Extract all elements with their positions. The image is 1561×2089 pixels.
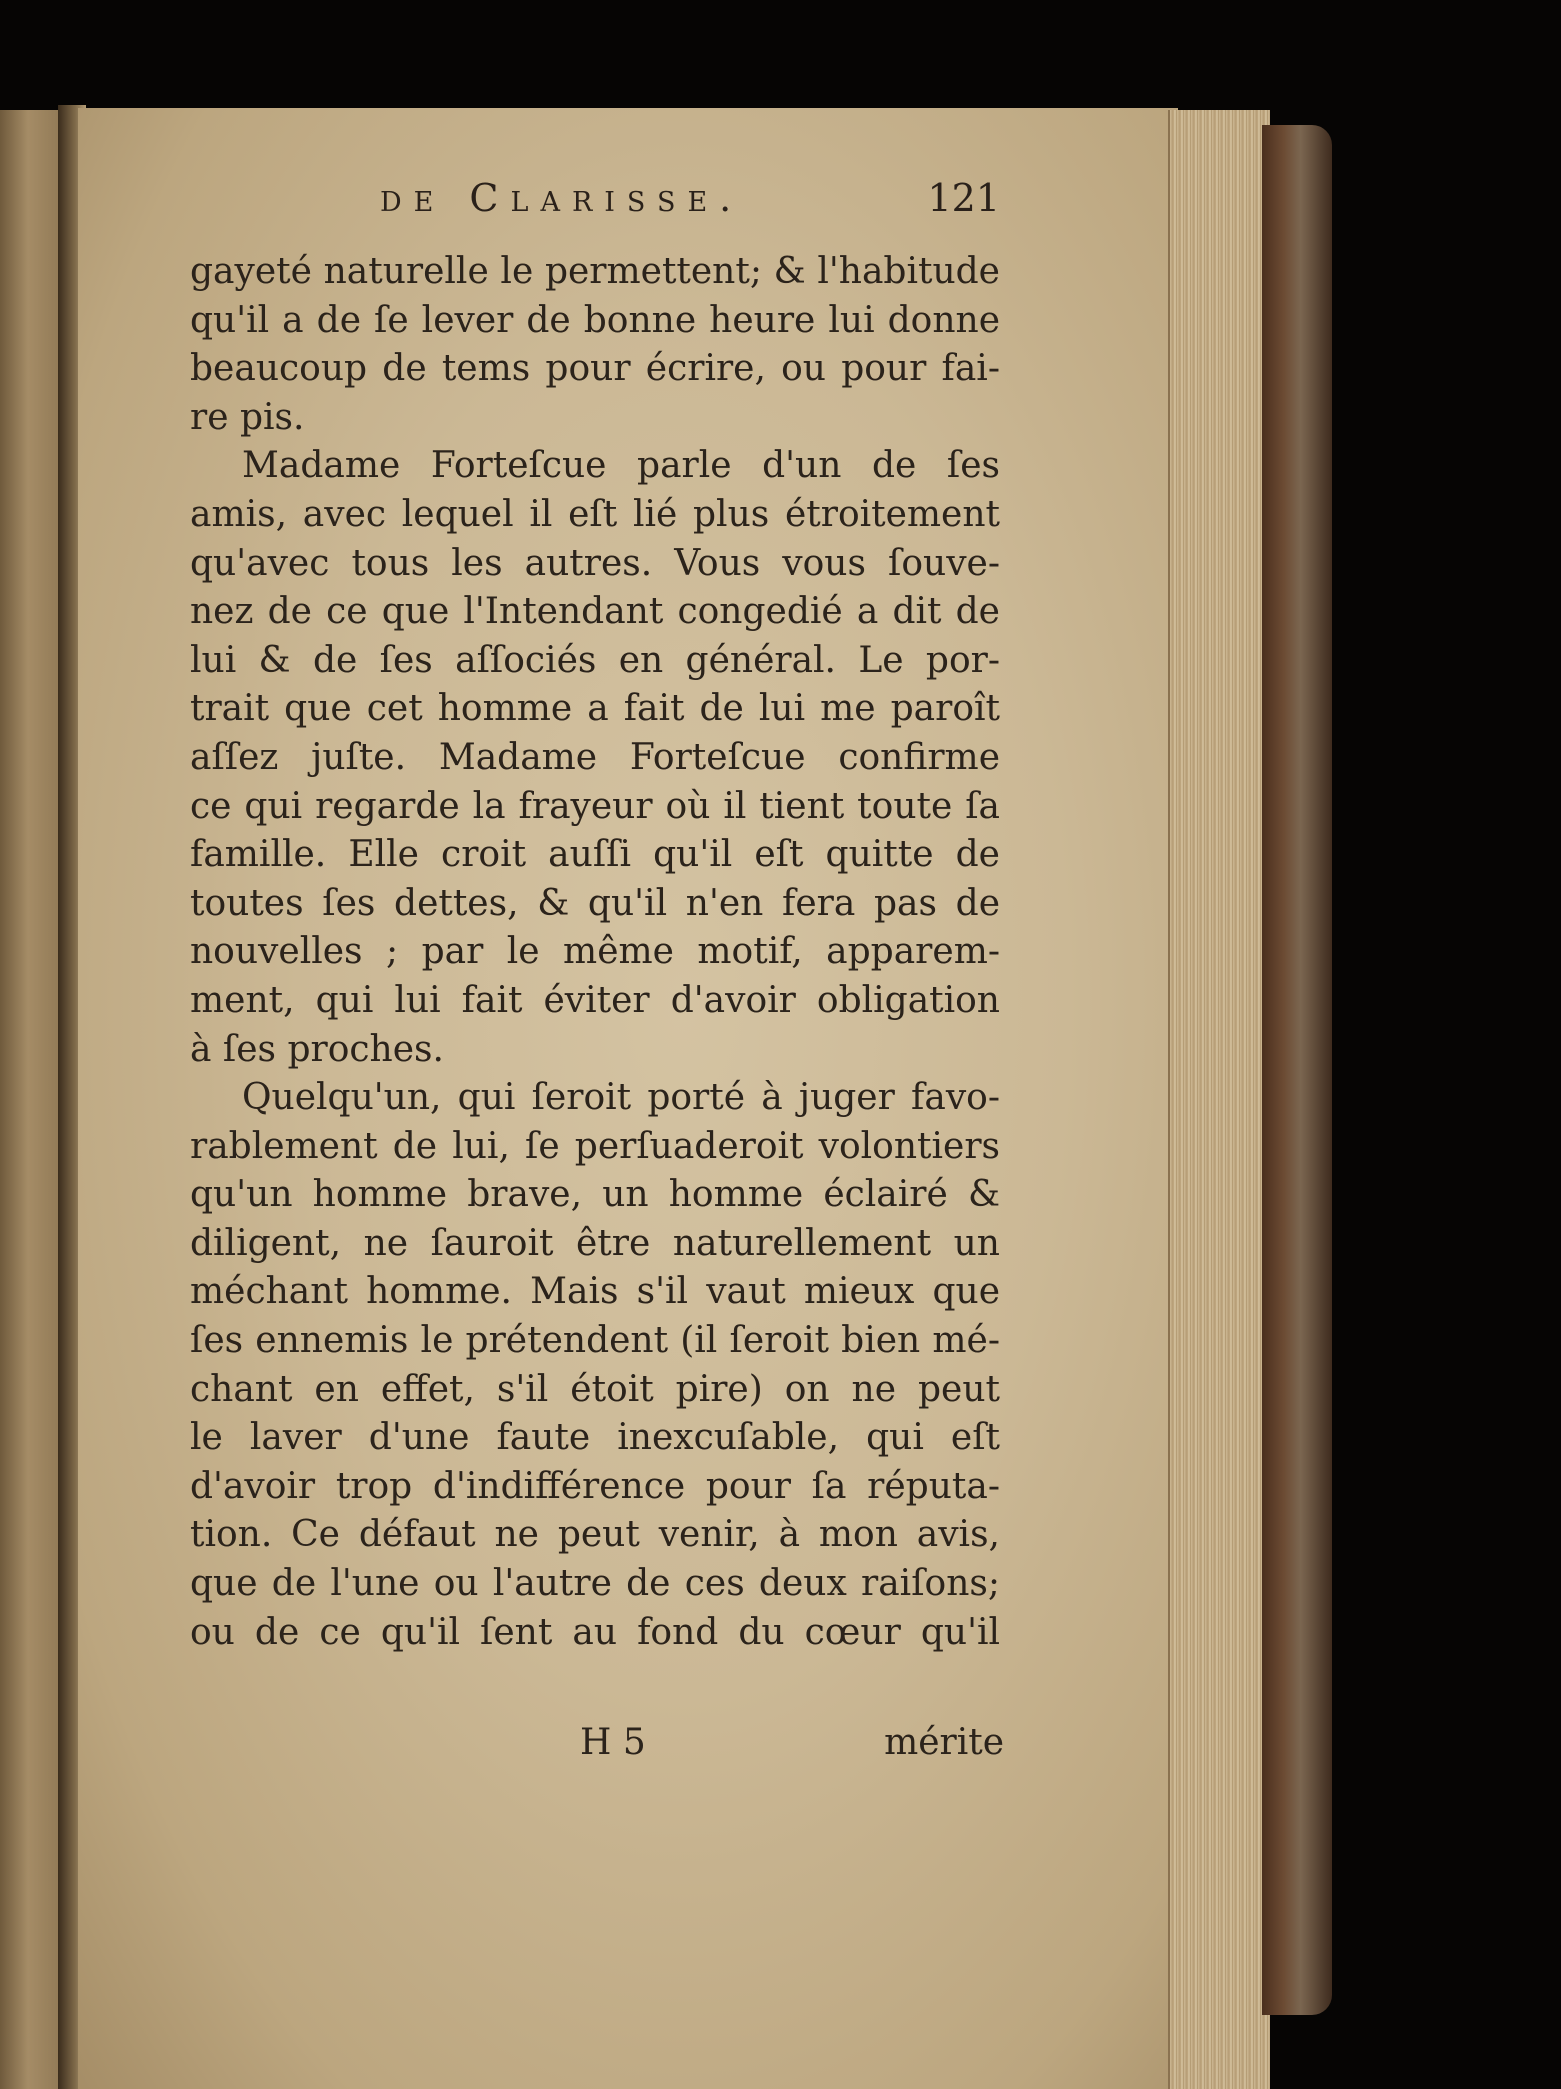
text-line: famille. Elle croit auſſi qu'il eſt quitte de: [190, 834, 1000, 876]
text-line: Madame Forteſcue parle d'un de ſes: [242, 445, 1000, 487]
signature-mark: H 5: [580, 1722, 646, 1763]
text-line: ſes ennemis le prétendent (il ſeroit bien mé-: [190, 1320, 1000, 1362]
text-line: à ſes proches.: [190, 1028, 444, 1070]
text-line: gayeté naturelle le permettent; & l'habitude: [190, 251, 1000, 292]
leather-binding: [1262, 125, 1332, 2015]
text-line: nouvelles ; par le même motif, apparem-: [190, 931, 1000, 973]
text-line: chant en effet, s'il étoit pire) on ne peut: [190, 1368, 1000, 1410]
text-line: d'avoir trop d'indifférence pour ſa réputa-: [190, 1465, 1000, 1507]
text-line: diligent, ne ſauroit être naturellement un: [190, 1222, 1000, 1264]
page-block-edges: [1168, 110, 1270, 2089]
text-line: aſſez juſte. Madame Forteſcue confirme: [190, 736, 1000, 778]
text-line: trait que cet homme a fait de lui me paroît: [190, 688, 1000, 730]
page-header: [380, 170, 1000, 230]
text-line: ment, qui lui fait éviter d'avoir obligation: [190, 979, 1000, 1021]
text-line: lui & de ſes aſſociés en général. Le por-: [190, 639, 1000, 681]
text-line: Quelqu'un, qui ſeroit porté à juger favo-: [242, 1077, 1000, 1119]
catchword: mérite: [884, 1722, 1004, 1763]
page-number: 121: [927, 176, 1000, 220]
text-line: toutes ſes dettes, & qu'il n'en fera pas de: [190, 882, 1000, 924]
text-line: beaucoup de tems pour écrire, ou pour fai-: [190, 348, 1000, 390]
text-line: ce qui regarde la frayeur où il tient toute ſa: [190, 785, 1000, 827]
text-line: re pis.: [190, 396, 305, 438]
text-line: amis, avec lequel il eſt lié plus étroitement: [190, 493, 1000, 535]
text-line: méchant homme. Mais s'il vaut mieux que: [190, 1271, 1000, 1313]
text-line: le laver d'une faute inexcuſable, qui eſt: [190, 1417, 1000, 1459]
text-line: qu'un homme brave, un homme éclairé &: [190, 1174, 1000, 1216]
text-line: tion. Ce défaut ne peut venir, à mon avis,: [190, 1514, 1000, 1556]
text-line: qu'avec tous les autres. Vous vous ſouve-: [190, 542, 1000, 584]
text-line: que de l'une ou l'autre de ces deux raiſons;: [190, 1563, 1000, 1605]
text-line: qu'il a de ſe lever de bonne heure lui donne: [190, 299, 1000, 341]
running-title: de Clarisse.: [380, 176, 744, 220]
text-line: rablement de lui, ſe perſuaderoit volontiers: [190, 1125, 1000, 1167]
body-text: [190, 248, 1000, 1657]
text-line: ou de ce qu'il ſent au fond du cœur qu'il: [190, 1611, 1000, 1653]
text-line: nez de ce que l'Intendant congedié a dit de: [190, 591, 1000, 633]
